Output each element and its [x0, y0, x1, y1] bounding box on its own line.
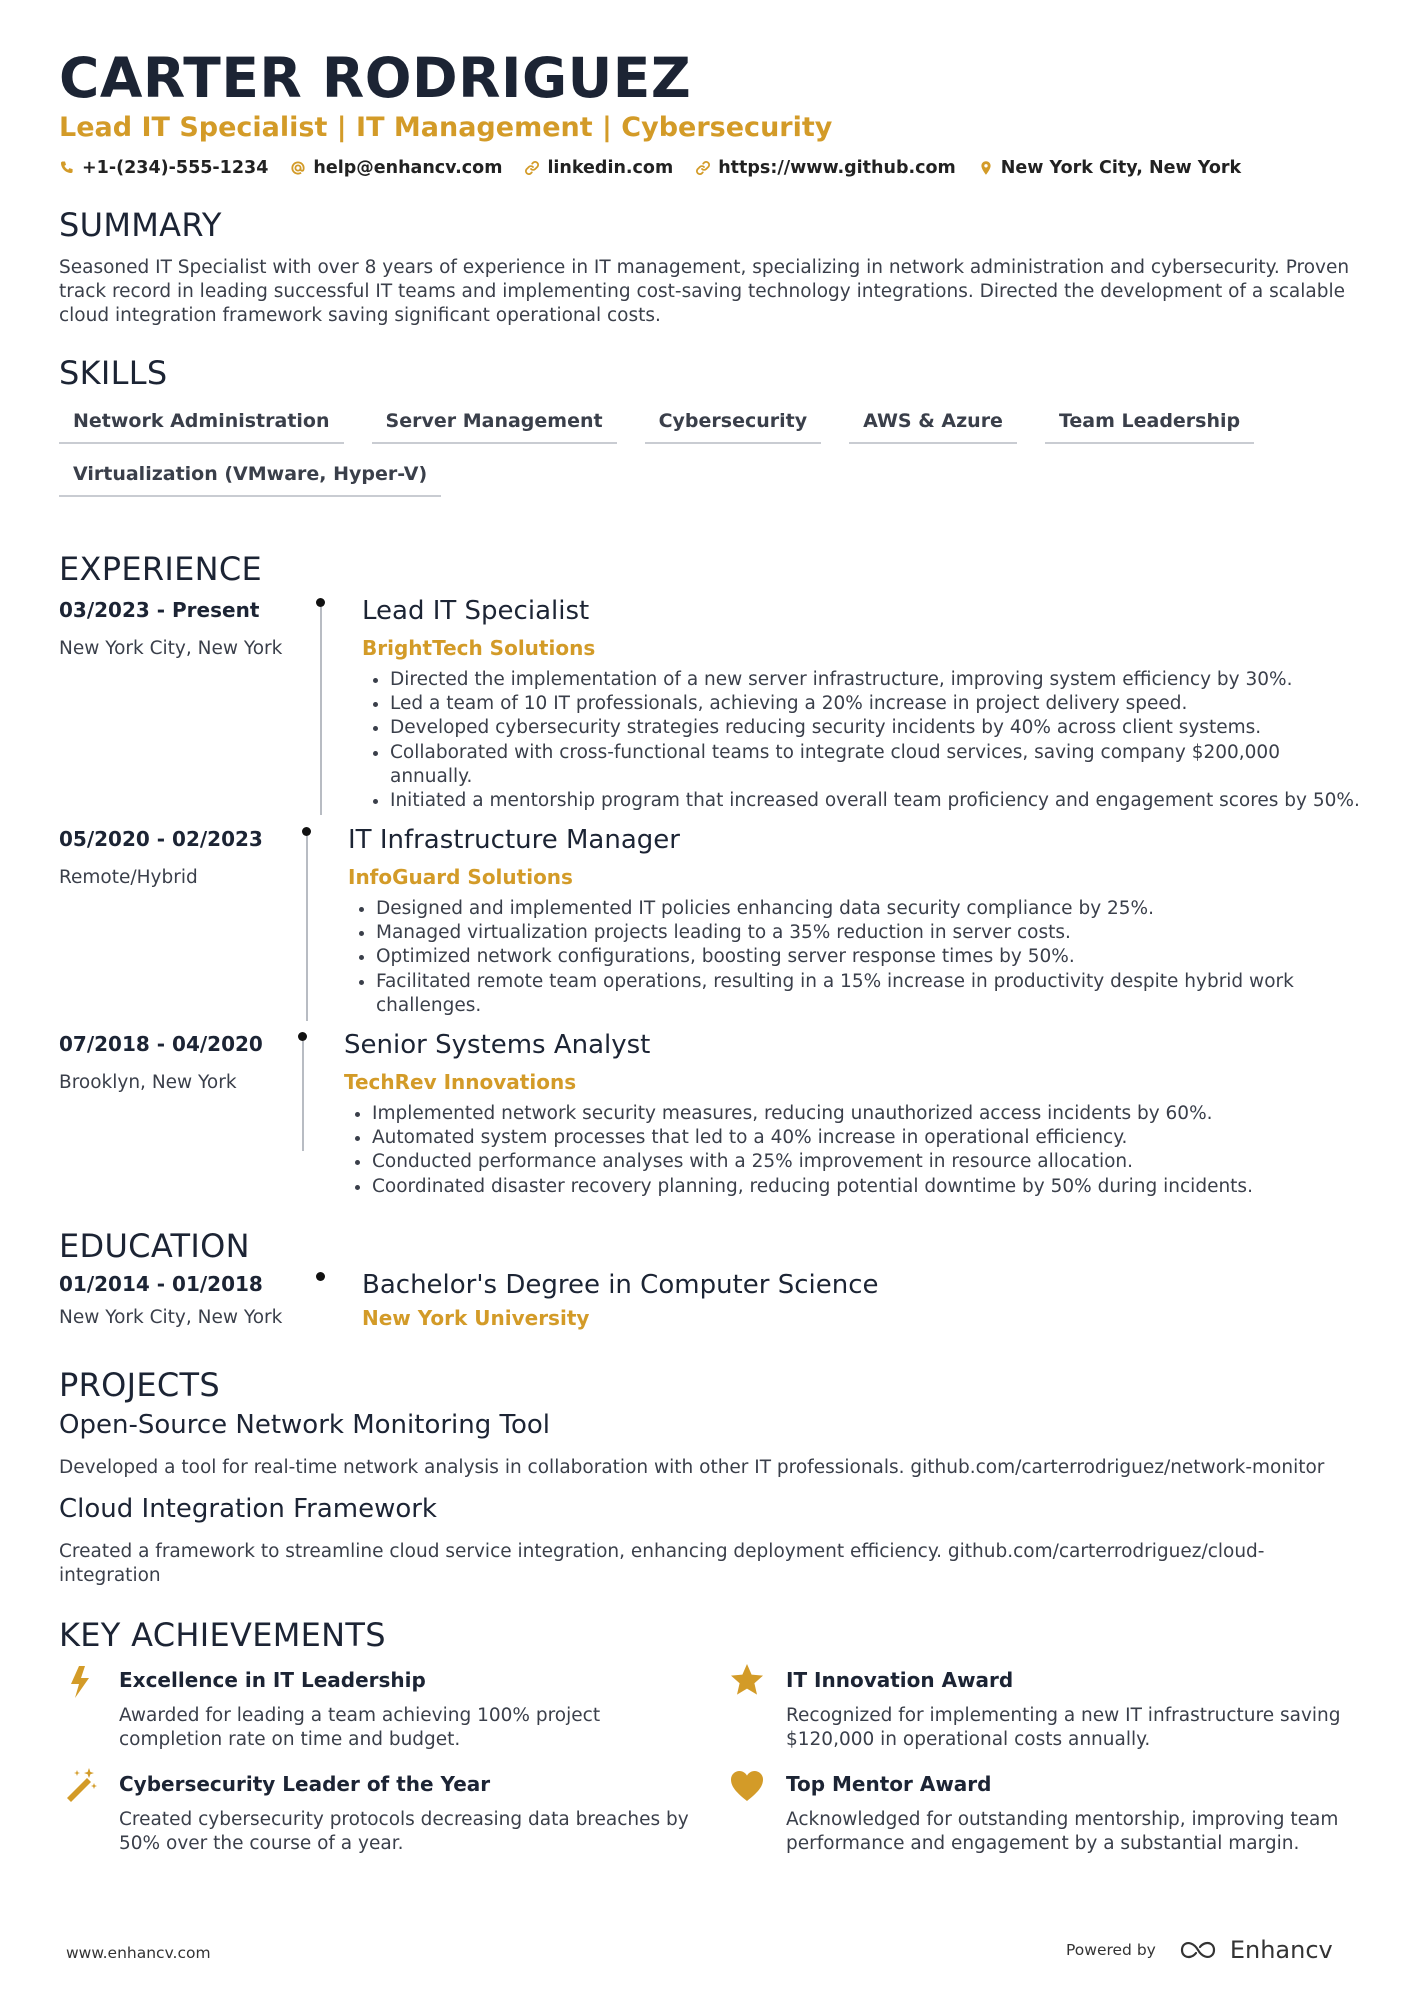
phone-icon: [59, 160, 75, 176]
job-bullets: [362, 668, 1362, 813]
project-title: Open-Source Network Monitoring Tool: [59, 1410, 551, 1440]
timeline-dot: [302, 827, 311, 836]
job-dates: 05/2020 - 02/2023: [59, 827, 263, 851]
timeline-line: [320, 607, 322, 815]
job-bullet: • Directed the implementation of a new server infrastructure, improving system efficiency by 30%.: [390, 668, 1362, 692]
skill-tag: Team Leadership: [1045, 405, 1254, 444]
skill-tag: Network Administration: [59, 405, 344, 444]
timeline-dot: [316, 1272, 325, 1281]
achievement-title: Excellence in IT Leadership: [119, 1668, 426, 1692]
job-bullet: • Coordinated disaster recovery planning, reducing potential downtime by 50% during incidents.: [372, 1175, 1344, 1199]
education-heading: EDUCATION: [59, 1227, 250, 1265]
lightning-bolt-icon: [63, 1664, 99, 1700]
job-role: Lead IT Specialist: [362, 596, 590, 626]
achievement-description: Acknowledged for outstanding mentorship, improving team performance and engagement by a substantial margin.: [786, 1809, 1339, 1854]
brand-name: Enhancv: [1229, 1936, 1333, 1964]
project-description: Created a framework to streamline cloud service integration, enhancing deployment efficiency. github.com/carterrodriguez/cloud-integration: [59, 1541, 1265, 1586]
achievement-title: Cybersecurity Leader of the Year: [119, 1772, 491, 1796]
contact-github-text: https://www.github.com: [718, 158, 956, 178]
contact-location-text: New York City, New York: [1000, 158, 1242, 178]
contact-linkedin[interactable]: [524, 158, 673, 178]
footer-website[interactable]: www.enhancv.com: [66, 1944, 211, 1962]
contact-phone[interactable]: [59, 158, 268, 178]
job-company: BrightTech Solutions: [362, 636, 596, 660]
education-school: New York University: [362, 1306, 590, 1330]
contact-email[interactable]: [290, 158, 502, 178]
job-bullet: • Developed cybersecurity strategies reducing security incidents by 40% across client systems.: [390, 716, 1362, 740]
contact-github[interactable]: [695, 158, 956, 178]
project-title: Cloud Integration Framework: [59, 1494, 437, 1524]
headline: Lead IT Specialist | IT Management | Cybersecurity: [59, 112, 833, 143]
education-location: New York City, New York: [59, 1307, 283, 1328]
education-dates: 01/2014 - 01/2018: [59, 1272, 263, 1296]
job-bullet: • Optimized network configurations, boosting server response times by 50%.: [376, 945, 1298, 969]
job-bullet: • Facilitated remote team operations, resulting in a 15% increase in productivity despite hybrid work challenges.: [376, 970, 1298, 1018]
infinity-logo-icon: [1178, 1939, 1222, 1961]
job-bullets: [344, 1102, 1344, 1199]
education-degree: Bachelor's Degree in Computer Science: [362, 1270, 879, 1300]
job-bullet: • Conducted performance analyses with a 25% improvement in resource allocation.: [372, 1150, 1344, 1174]
link-icon: [524, 160, 540, 176]
contact-bar: [59, 158, 1241, 178]
job-bullet: • Collaborated with cross-functional teams to integrate cloud services, saving company $200,000 annually.: [390, 741, 1362, 789]
brand-logo[interactable]: [1178, 1936, 1333, 1964]
candidate-name: CARTER RODRIGUEZ: [59, 46, 692, 110]
job-role: Senior Systems Analyst: [344, 1030, 651, 1060]
job-location: New York City, New York: [59, 638, 283, 659]
job-bullet: • Implemented network security measures, reducing unauthorized access incidents by 60%.: [372, 1102, 1344, 1126]
summary-heading: SUMMARY: [59, 206, 222, 244]
contact-email-text: help@enhancv.com: [313, 158, 503, 178]
job-dates: 07/2018 - 04/2020: [59, 1032, 263, 1056]
skill-tag: Cybersecurity: [645, 405, 822, 444]
summary-text: Seasoned IT Specialist with over 8 years of experience in IT management, specializing in network administration and cybersecurity. Proven track record in leading successful IT teams and implementing cost-saving technology integrations. Directed the development of a scalable cloud integration framework saving significant operational costs.: [59, 257, 1350, 326]
achievement-description: Recognized for implementing a new IT infrastructure saving $120,000 in operational costs annually.: [786, 1705, 1341, 1750]
achievement-description: Awarded for leading a team achieving 100% project completion rate on time and budget.: [119, 1705, 601, 1750]
experience-heading: EXPERIENCE: [59, 550, 263, 588]
at-icon: [290, 160, 306, 176]
skills-heading: SKILLS: [59, 354, 168, 392]
footer-powered-by: [1066, 1936, 1333, 1964]
skill-tag: AWS & Azure: [849, 405, 1017, 444]
achievement-title: Top Mentor Award: [786, 1772, 992, 1796]
job-location: Remote/Hybrid: [59, 867, 198, 888]
job-bullet: • Initiated a mentorship program that increased overall team proficiency and engagement scores by 50%.: [390, 789, 1362, 813]
job-location: Brooklyn, New York: [59, 1072, 237, 1093]
achievements-heading: KEY ACHIEVEMENTS: [59, 1616, 386, 1654]
contact-phone-text: +1-(234)-555-1234: [82, 158, 269, 178]
job-role: IT Infrastructure Manager: [348, 825, 680, 855]
timeline-dot: [298, 1032, 307, 1041]
achievement-title: IT Innovation Award: [786, 1668, 1014, 1692]
heart-icon: [729, 1768, 765, 1804]
location-pin-icon: [978, 160, 994, 176]
job-dates: 03/2023 - Present: [59, 598, 260, 622]
contact-location: [978, 158, 1241, 178]
star-icon: [729, 1662, 765, 1698]
job-bullets: [348, 897, 1298, 1018]
timeline-line: [302, 1041, 304, 1151]
magic-wand-icon: [63, 1766, 99, 1802]
job-bullet: • Led a team of 10 IT professionals, achieving a 20% increase in project delivery speed.: [390, 692, 1362, 716]
timeline-dot: [316, 598, 325, 607]
skill-tag: Virtualization (VMware, Hyper-V): [59, 458, 441, 497]
projects-heading: PROJECTS: [59, 1366, 220, 1404]
job-bullet: • Automated system processes that led to a 40% increase in operational efficiency.: [372, 1126, 1344, 1150]
contact-linkedin-text: linkedin.com: [547, 158, 674, 178]
timeline-line: [306, 836, 308, 1021]
project-description: Developed a tool for real-time network analysis in collaboration with other IT professionals. github.com/carterrodriguez/network-monitor: [59, 1457, 1325, 1478]
skills-list: [59, 405, 1319, 497]
job-company: TechRev Innovations: [344, 1070, 577, 1094]
job-bullet: • Designed and implemented IT policies enhancing data security compliance by 25%.: [376, 897, 1298, 921]
link-icon: [695, 160, 711, 176]
skill-tag: Server Management: [372, 405, 617, 444]
job-company: InfoGuard Solutions: [348, 865, 573, 889]
powered-by-label: Powered by: [1066, 1941, 1156, 1959]
job-bullet: • Managed virtualization projects leading to a 35% reduction in server costs.: [376, 921, 1298, 945]
achievement-description: Created cybersecurity protocols decreasing data breaches by 50% over the course of a year.: [119, 1809, 689, 1854]
